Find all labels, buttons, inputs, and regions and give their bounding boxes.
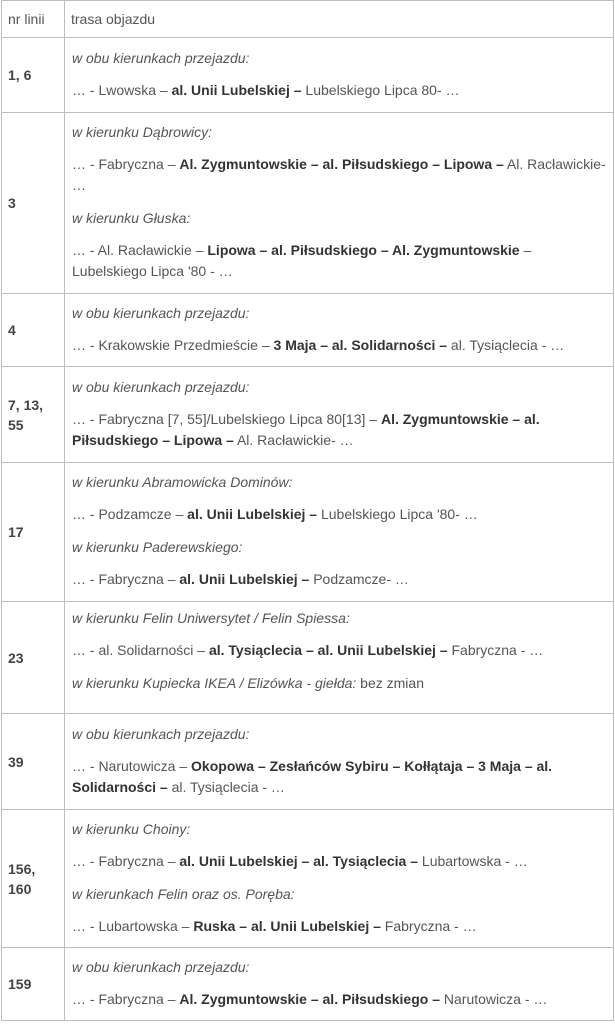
route-text: … - Fabryczna –	[72, 571, 180, 587]
route-text: Fabryczna - …	[380, 917, 477, 934]
column-header-line: nr linii	[2, 1, 65, 38]
route-description	[72, 851, 606, 872]
route-cell	[65, 948, 614, 1021]
detour-streets: Al. Zygmuntowskie – al. Piłsudskiego –	[179, 990, 441, 1007]
detour-streets: Ruska – al. Unii Lubelskiej –	[193, 917, 381, 934]
route-cell	[65, 810, 614, 948]
table-row	[2, 367, 614, 463]
route-description	[72, 756, 606, 798]
route-text: … - al. Solidarności –	[72, 642, 209, 658]
detour-streets: al. Unii Lubelskiej – al. Tysiąclecia –	[179, 852, 419, 869]
detour-streets: Okopowa – Zesłańców Sybiru – Kołłątaja – 3 Maja – al. Solidarności –	[72, 757, 553, 795]
line-number-cell: 39	[2, 714, 65, 810]
direction-label: w kierunku Paderewskiego:	[72, 539, 243, 555]
direction-label: w obu kierunkach przejazdu:	[72, 304, 250, 321]
direction-label: w kierunku Abramowicka Dominów:	[72, 474, 293, 490]
route-text: … - Fabryczna [7, 55]/Lubelskiego Lipca 80[13] –	[72, 410, 381, 427]
detour-streets: Al. Zygmuntowskie – al. Piłsudskiego – Lipowa –	[179, 156, 504, 172]
detour-streets: al. Unii Lubelskiej –	[179, 571, 310, 587]
route-description	[72, 569, 606, 590]
route-text: … - Lubartowska –	[72, 917, 194, 934]
route-text: … - Podzamcze –	[72, 506, 188, 522]
route-text: Narutowicza - …	[440, 990, 548, 1007]
route-text: … - Lwowska –	[72, 81, 172, 98]
route-description	[72, 154, 606, 196]
route-description	[72, 240, 606, 282]
direction-label: w obu kierunkach przejazdu:	[72, 49, 250, 66]
table-row	[2, 38, 614, 113]
direction-label: w kierunku Dąbrowicy:	[72, 124, 213, 140]
table-header-row	[2, 1, 614, 38]
table-row	[2, 463, 614, 602]
line-number-cell: 7, 13, 55	[2, 367, 65, 463]
route-text: al. Tysiąclecia - …	[447, 336, 565, 353]
route-cell	[65, 38, 614, 113]
detour-streets: Al. Zygmuntowskie – al. Piłsudskiego – Lipowa –	[72, 410, 540, 448]
route-text: Al. Racławickie- …	[233, 431, 354, 448]
route-text: – Lubelskiego Lipca '80 - …	[72, 242, 532, 279]
direction-label: w obu kierunkach przejazdu:	[72, 378, 250, 395]
line-number-cell: 3	[2, 113, 65, 294]
direction-label: w kierunku Głuska:	[72, 210, 191, 226]
table-row	[2, 294, 614, 367]
line-number-cell: 159	[2, 948, 65, 1021]
table-row	[2, 714, 614, 810]
route-text: … - Krakowskie Przedmieście –	[72, 336, 274, 353]
route-cell	[65, 463, 614, 602]
column-header-route: trasa objazdu	[65, 1, 614, 38]
direction-label: w kierunku Felin Uniwersytet / Felin Spiessa:	[72, 610, 350, 626]
direction-label: w obu kierunkach przejazdu:	[72, 725, 250, 742]
route-text: Podzamcze- …	[309, 571, 409, 587]
table-row	[2, 810, 614, 948]
detour-streets: al. Unii Lubelskiej –	[187, 506, 318, 522]
detour-streets: Lipowa – al. Piłsudskiego – Al. Zygmuntowskie	[207, 242, 520, 258]
route-text: … - Narutowicza –	[72, 757, 192, 774]
route-text: Lubelskiego Lipca '80- …	[317, 506, 478, 522]
line-number-cell: 17	[2, 463, 65, 602]
detour-streets: al. Tysiąclecia – al. Unii Lubelskiej –	[208, 642, 448, 658]
direction-label: w kierunkach Felin oraz os. Poręba:	[72, 885, 295, 902]
route-description	[72, 989, 606, 1010]
route-cell	[65, 602, 614, 714]
route-description	[72, 80, 606, 101]
detour-streets: 3 Maja – al. Solidarności –	[273, 336, 448, 353]
route-text: Lubartowska - …	[418, 852, 528, 869]
table-row	[2, 948, 614, 1021]
direction-label: w kierunku Kupiecka IKEA / Elizówka - giełda: bez zmian	[72, 675, 424, 691]
route-text: … - Fabryczna –	[72, 990, 180, 1007]
table-row	[2, 113, 614, 294]
route-description	[72, 409, 606, 451]
direction-note: bez zmian	[356, 675, 424, 691]
line-number-cell: 23	[2, 602, 65, 714]
route-text: Fabryczna - …	[447, 642, 544, 658]
route-text: … - Fabryczna –	[72, 852, 180, 869]
route-text: Lubelskiego Lipca 80- …	[301, 81, 460, 98]
route-cell	[65, 294, 614, 367]
detour-streets: al. Unii Lubelskiej –	[171, 81, 302, 98]
route-text: … - Al. Racławickie –	[72, 242, 208, 258]
route-description	[72, 916, 606, 937]
route-cell	[65, 367, 614, 463]
detour-table	[1, 0, 614, 1021]
table-row	[2, 602, 614, 714]
table-body	[2, 38, 614, 1021]
direction-label: w kierunku Choiny:	[72, 820, 191, 837]
direction-label: w obu kierunkach przejazdu:	[72, 958, 250, 975]
route-description	[72, 335, 606, 356]
route-cell	[65, 714, 614, 810]
route-description	[72, 640, 606, 661]
line-number-cell: 1, 6	[2, 38, 65, 113]
route-text: … - Fabryczna –	[72, 156, 180, 172]
line-number-cell: 4	[2, 294, 65, 367]
line-number-cell: 156, 160	[2, 810, 65, 948]
route-cell	[65, 113, 614, 294]
route-text: al. Tysiąclecia - …	[167, 778, 285, 795]
route-description	[72, 504, 606, 525]
route-text: Al. Racławickie- …	[72, 156, 606, 193]
